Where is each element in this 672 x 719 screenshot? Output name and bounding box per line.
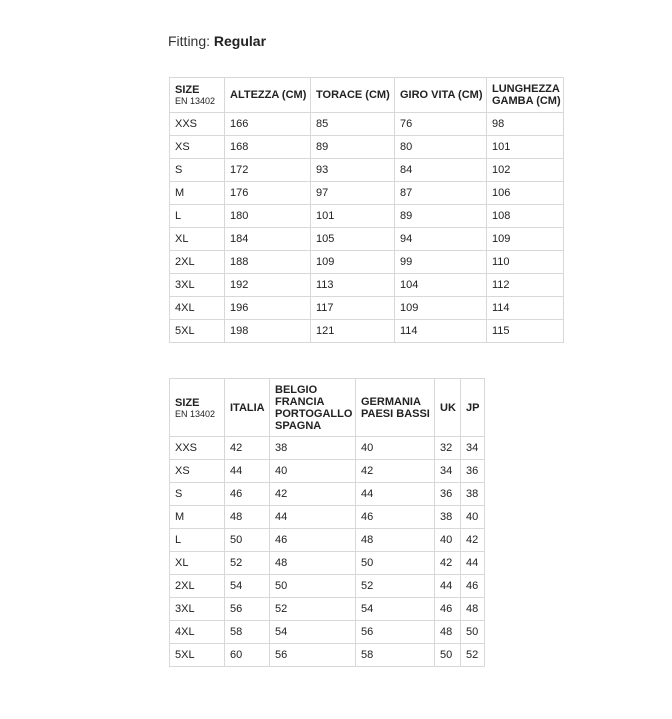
- size-cell: 2XL: [170, 575, 225, 598]
- column-header-label: LUNGHEZZA GAMBA (CM): [492, 83, 561, 107]
- value-cell: 42: [461, 529, 485, 552]
- value-cell: 108: [487, 205, 564, 228]
- table-row: [170, 552, 485, 575]
- value-cell: 176: [225, 182, 311, 205]
- column-header-label: ALTEZZA (CM): [230, 89, 307, 101]
- fitting-label: Fitting:: [168, 33, 211, 49]
- value-cell: 56: [225, 598, 270, 621]
- value-cell: 58: [356, 644, 435, 667]
- value-cell: 46: [356, 506, 435, 529]
- size-cell: 5XL: [170, 320, 225, 343]
- size-conversion-table: [169, 378, 485, 667]
- column-header-label: GIRO VITA (CM): [400, 89, 483, 101]
- value-cell: 52: [356, 575, 435, 598]
- column-header: [270, 379, 356, 437]
- column-header: [170, 379, 225, 437]
- value-cell: 52: [270, 598, 356, 621]
- column-header-label: SIZE: [175, 396, 200, 409]
- value-cell: 48: [225, 506, 270, 529]
- size-cell: S: [170, 159, 225, 182]
- value-cell: 188: [225, 251, 311, 274]
- value-cell: 89: [395, 205, 487, 228]
- size-cell: XL: [170, 228, 225, 251]
- value-cell: 117: [311, 297, 395, 320]
- value-cell: 109: [311, 251, 395, 274]
- size-cell: XXS: [170, 437, 225, 460]
- value-cell: 101: [487, 136, 564, 159]
- column-header-sublabel: EN 13402: [175, 408, 216, 419]
- value-cell: 44: [461, 552, 485, 575]
- value-cell: 58: [225, 621, 270, 644]
- size-cell: L: [170, 205, 225, 228]
- value-cell: 113: [311, 274, 395, 297]
- value-cell: 172: [225, 159, 311, 182]
- table-row: [170, 460, 485, 483]
- table-row: [170, 182, 564, 205]
- table-row: [170, 437, 485, 460]
- value-cell: 38: [461, 483, 485, 506]
- value-cell: 50: [435, 644, 461, 667]
- size-cell: M: [170, 506, 225, 529]
- column-header-label: BELGIO FRANCIA PORTOGALLO SPAGNA: [275, 383, 353, 432]
- value-cell: 114: [487, 297, 564, 320]
- value-cell: 76: [395, 113, 487, 136]
- table-row: [170, 205, 564, 228]
- column-header-label: UK: [440, 401, 456, 414]
- value-cell: 110: [487, 251, 564, 274]
- table-row: [170, 529, 485, 552]
- value-cell: 97: [311, 182, 395, 205]
- value-cell: 192: [225, 274, 311, 297]
- column-header: [461, 379, 485, 437]
- column-header: [170, 78, 225, 113]
- size-measurements-table: [169, 77, 564, 343]
- value-cell: 121: [311, 320, 395, 343]
- column-header: [356, 379, 435, 437]
- table-row: [170, 621, 485, 644]
- column-header: [435, 379, 461, 437]
- column-header-label: GERMANIA PAESI BASSI: [361, 395, 430, 420]
- value-cell: 38: [270, 437, 356, 460]
- value-cell: 44: [356, 483, 435, 506]
- value-cell: 40: [270, 460, 356, 483]
- value-cell: 32: [435, 437, 461, 460]
- value-cell: 50: [461, 621, 485, 644]
- value-cell: 114: [395, 320, 487, 343]
- table-row: [170, 644, 485, 667]
- size-cell: 4XL: [170, 297, 225, 320]
- fitting-value: Regular: [213, 33, 267, 49]
- value-cell: 46: [461, 575, 485, 598]
- table-row: [170, 251, 564, 274]
- value-cell: 84: [395, 159, 487, 182]
- value-cell: 46: [435, 598, 461, 621]
- size-cell: 4XL: [170, 621, 225, 644]
- value-cell: 38: [435, 506, 461, 529]
- value-cell: 60: [225, 644, 270, 667]
- value-cell: 44: [270, 506, 356, 529]
- table-row: [170, 320, 564, 343]
- size-cell: S: [170, 483, 225, 506]
- value-cell: 54: [356, 598, 435, 621]
- value-cell: 40: [435, 529, 461, 552]
- value-cell: 50: [225, 529, 270, 552]
- column-header-sublabel: EN 13402: [175, 96, 216, 106]
- value-cell: 34: [461, 437, 485, 460]
- value-cell: 48: [435, 621, 461, 644]
- size-cell: XL: [170, 552, 225, 575]
- value-cell: 87: [395, 182, 487, 205]
- value-cell: 106: [487, 182, 564, 205]
- table-row: [170, 297, 564, 320]
- table-header-row: [170, 379, 485, 437]
- column-header: [311, 78, 395, 113]
- table-row: [170, 506, 485, 529]
- value-cell: 52: [461, 644, 485, 667]
- value-cell: 94: [395, 228, 487, 251]
- table-row: [170, 113, 564, 136]
- value-cell: 85: [311, 113, 395, 136]
- column-header: [225, 78, 311, 113]
- table-row: [170, 483, 485, 506]
- column-header: [487, 78, 564, 113]
- value-cell: 42: [225, 437, 270, 460]
- value-cell: 101: [311, 205, 395, 228]
- table-row: [170, 159, 564, 182]
- value-cell: 180: [225, 205, 311, 228]
- value-cell: 109: [395, 297, 487, 320]
- value-cell: 98: [487, 113, 564, 136]
- value-cell: 48: [270, 552, 356, 575]
- column-header-label: ITALIA: [230, 401, 265, 414]
- column-header-label: JP: [466, 401, 480, 414]
- value-cell: 46: [270, 529, 356, 552]
- value-cell: 99: [395, 251, 487, 274]
- value-cell: 80: [395, 136, 487, 159]
- size-cell: 3XL: [170, 274, 225, 297]
- table-row: [170, 598, 485, 621]
- value-cell: 42: [356, 460, 435, 483]
- value-cell: 48: [461, 598, 485, 621]
- table-row: [170, 228, 564, 251]
- value-cell: 34: [435, 460, 461, 483]
- size-cell: L: [170, 529, 225, 552]
- value-cell: 102: [487, 159, 564, 182]
- column-header-label: SIZE: [175, 84, 200, 96]
- column-header-label: TORACE (CM): [316, 89, 390, 101]
- value-cell: 46: [225, 483, 270, 506]
- table-row: [170, 136, 564, 159]
- value-cell: 40: [356, 437, 435, 460]
- value-cell: 115: [487, 320, 564, 343]
- value-cell: 48: [356, 529, 435, 552]
- value-cell: 42: [270, 483, 356, 506]
- size-cell: 5XL: [170, 644, 225, 667]
- size-cell: XS: [170, 460, 225, 483]
- table-row: [170, 575, 485, 598]
- size-cell: M: [170, 182, 225, 205]
- value-cell: 93: [311, 159, 395, 182]
- value-cell: 166: [225, 113, 311, 136]
- value-cell: 36: [435, 483, 461, 506]
- value-cell: 109: [487, 228, 564, 251]
- value-cell: 40: [461, 506, 485, 529]
- value-cell: 56: [356, 621, 435, 644]
- table-header-row: [170, 78, 564, 113]
- value-cell: 168: [225, 136, 311, 159]
- value-cell: 184: [225, 228, 311, 251]
- value-cell: 196: [225, 297, 311, 320]
- column-header: [395, 78, 487, 113]
- value-cell: 50: [270, 575, 356, 598]
- value-cell: 54: [225, 575, 270, 598]
- size-cell: XXS: [170, 113, 225, 136]
- value-cell: 50: [356, 552, 435, 575]
- value-cell: 52: [225, 552, 270, 575]
- value-cell: 105: [311, 228, 395, 251]
- fitting-line: [168, 33, 266, 49]
- value-cell: 44: [435, 575, 461, 598]
- value-cell: 56: [270, 644, 356, 667]
- value-cell: 36: [461, 460, 485, 483]
- value-cell: 112: [487, 274, 564, 297]
- value-cell: 44: [225, 460, 270, 483]
- value-cell: 42: [435, 552, 461, 575]
- value-cell: 198: [225, 320, 311, 343]
- column-header: [225, 379, 270, 437]
- value-cell: 89: [311, 136, 395, 159]
- size-cell: 2XL: [170, 251, 225, 274]
- table-row: [170, 274, 564, 297]
- size-cell: XS: [170, 136, 225, 159]
- value-cell: 104: [395, 274, 487, 297]
- size-cell: 3XL: [170, 598, 225, 621]
- value-cell: 54: [270, 621, 356, 644]
